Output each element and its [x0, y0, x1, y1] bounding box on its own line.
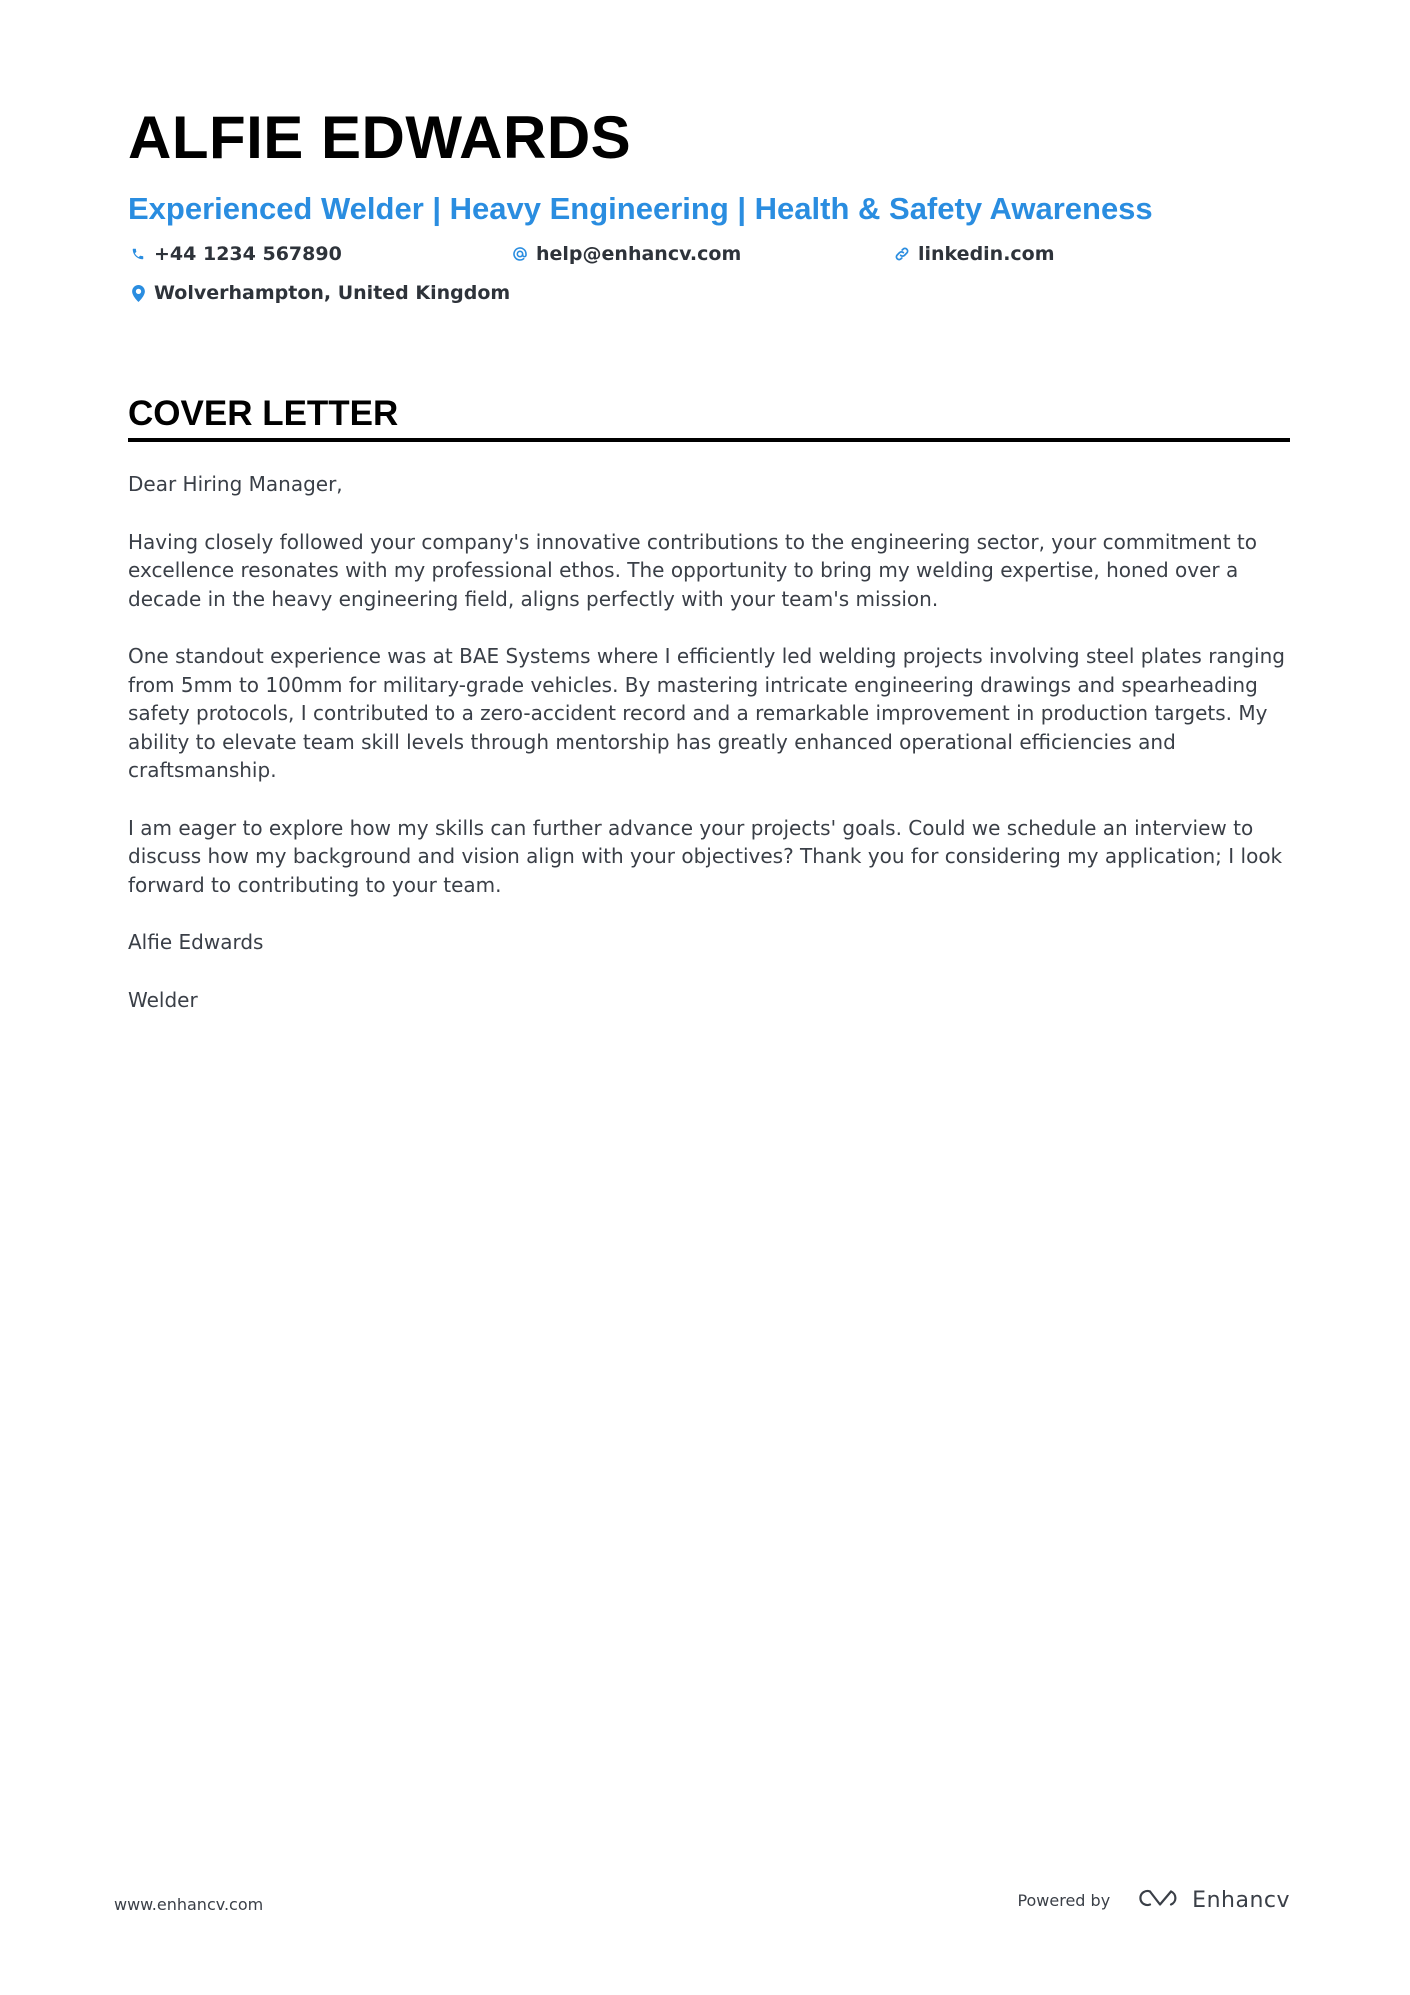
map-pin-icon: [130, 283, 146, 303]
enhancv-logo[interactable]: [1136, 1886, 1290, 1915]
powered-by-label: Powered by: [1017, 1891, 1111, 1910]
letter-paragraph: I am eager to explore how my skills can further advance your projects' goals. Could we schedule an interview to discuss how my background and vision align with your objectives? Thank you for considering my application; I look forward to contributing to your team.: [128, 815, 1283, 897]
section-divider: [128, 438, 1290, 442]
phone-text: +44 1234 567890: [154, 243, 342, 265]
location-text: Wolverhampton, United Kingdom: [154, 282, 511, 304]
signature-name: Alfie Edwards: [128, 930, 264, 954]
candidate-headline: Experienced Welder | Heavy Engineering | Health & Safety Awareness: [128, 191, 1153, 226]
contact-email[interactable]: [512, 243, 741, 265]
email-text[interactable]: help@enhancv.com: [536, 243, 742, 265]
contact-phone: [130, 243, 342, 265]
enhancv-logo-icon: [1136, 1886, 1182, 1915]
letter-paragraph: One standout experience was at BAE Systems where I efficiently led welding projects involving steel plates ranging from 5mm to 100mm for military-grade vehicles. By mastering intricate engineering drawings and spearheading safety protocols, I contributed to a zero-accident record and a remarkable improvement in production targets. My ability to elevate team skill levels through mentorship has greatly enhanced operational efficiencies and craftsmanship.: [128, 644, 1285, 782]
contact-location: [130, 282, 510, 304]
letter-paragraph: Having closely followed your company's innovative contributions to the engineering sector, your commitment to excellence resonates with my professional ethos. The opportunity to bring my welding expertise, honed over a decade in the heavy engineering field, aligns perfectly with your team's mission.: [128, 529, 1257, 611]
contact-linkedin[interactable]: [894, 243, 1055, 265]
footer-website[interactable]: www.enhancv.com: [114, 1895, 264, 1914]
candidate-name: ALFIE EDWARDS: [128, 104, 632, 171]
letter-greeting: Dear Hiring Manager,: [128, 472, 343, 496]
section-title: COVER LETTER: [128, 394, 399, 433]
at-icon: [512, 244, 528, 264]
footer-branding[interactable]: [1017, 1886, 1290, 1915]
letter-body: [128, 470, 1290, 1043]
linkedin-text[interactable]: linkedin.com: [918, 243, 1055, 265]
phone-icon: [130, 244, 146, 264]
brand-name: Enhancv: [1192, 1888, 1290, 1913]
link-icon: [894, 244, 910, 264]
signature-title: Welder: [128, 987, 198, 1012]
